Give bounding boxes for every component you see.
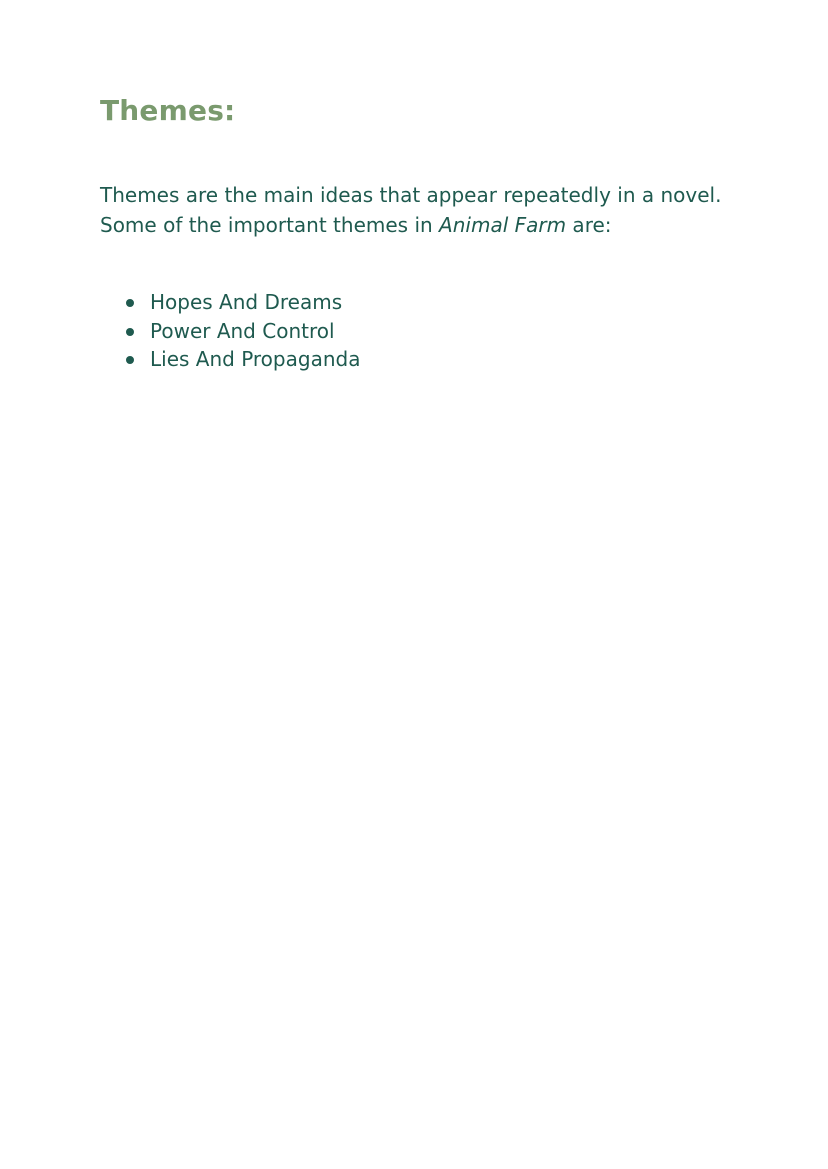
- intro-paragraph: [100, 180, 740, 240]
- bullet-icon: [126, 299, 134, 307]
- page-heading: Themes:: [100, 94, 236, 127]
- list-item: [100, 345, 360, 374]
- theme-label: Power And Control: [150, 318, 335, 343]
- theme-label: Lies And Propaganda: [150, 347, 361, 371]
- intro-text-end: are:: [566, 213, 612, 237]
- list-item: [100, 288, 360, 317]
- book-title: Animal Farm: [439, 213, 567, 237]
- bullet-icon: [126, 328, 134, 336]
- bullet-icon: [126, 356, 134, 364]
- theme-label: Hopes And Dreams: [150, 290, 343, 314]
- intro-text: Themes are the main ideas that appear repeatedly in a novel. Some of the important themes in: [100, 183, 722, 237]
- list-item: [100, 317, 360, 346]
- themes-list: [100, 288, 360, 374]
